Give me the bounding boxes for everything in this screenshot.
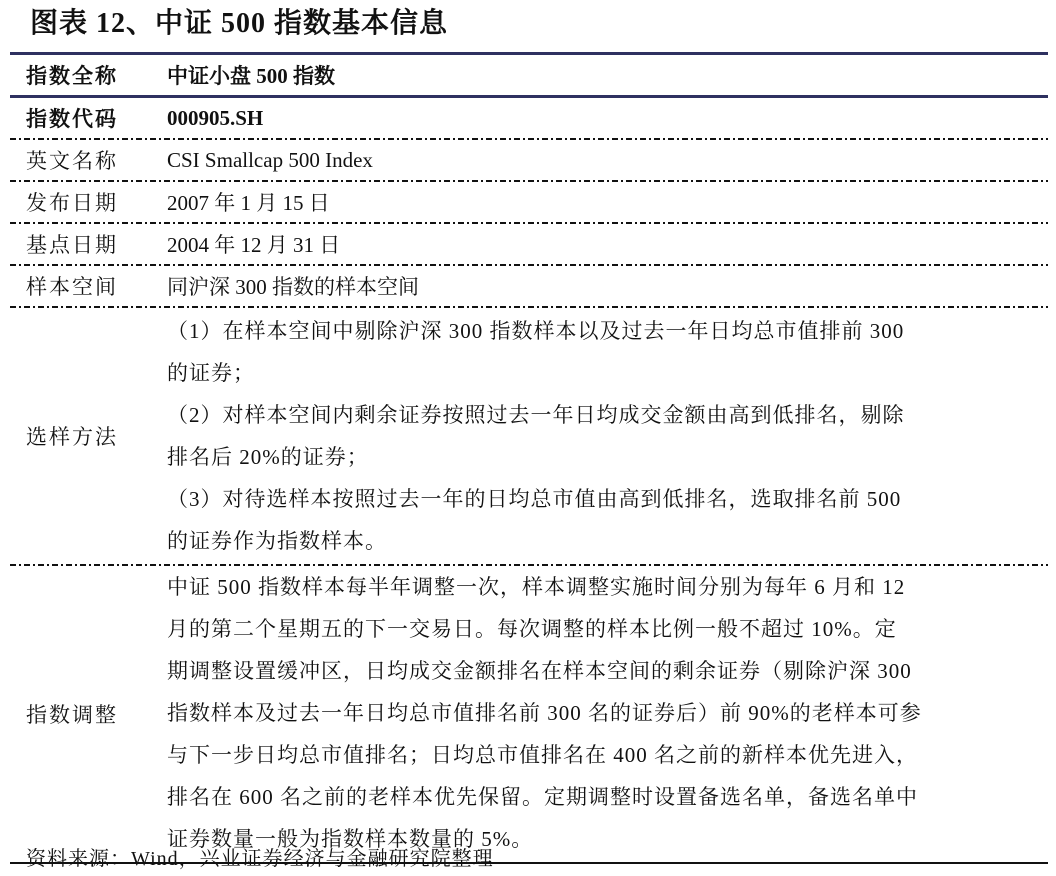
- source-note: 资料来源：Wind，兴业证券经济与金融研究院整理: [26, 848, 494, 870]
- row-label: 基点日期: [26, 233, 118, 257]
- method-line: （1）在样本空间中剔除沪深 300 指数样本以及过去一年日均总市值排前 300: [167, 319, 905, 343]
- row-value: [167, 308, 1048, 564]
- row-label: 指数全称: [26, 64, 118, 88]
- row-label: 指数调整: [26, 703, 118, 727]
- row-label: 发布日期: [26, 191, 118, 215]
- table-row-sample-space: [10, 266, 1048, 306]
- table-row-english-name: [10, 140, 1048, 180]
- row-value: 同沪深 300 指数的样本空间: [167, 275, 419, 299]
- adjustment-line: 期调整设置缓冲区，日均成交金额排名在样本空间的剩余证券（剔除沪深 300: [167, 659, 912, 683]
- row-label: 指数代码: [26, 107, 118, 131]
- row-value: 中证小盘 500 指数: [167, 64, 335, 88]
- table-row-publish-date: [10, 182, 1048, 222]
- row-value: [167, 566, 1048, 862]
- method-line: 的证券；: [167, 361, 255, 385]
- adjustment-line: 指数样本及过去一年日均总市值排名前 300 名的证券后）前 90%的老样本可参: [167, 701, 922, 725]
- adjustment-line: 排名在 600 名之前的老样本优先保留。定期调整时设置备选名单，备选名单中: [167, 785, 918, 809]
- adjustment-line: 月的第二个星期五的下一交易日。每次调整的样本比例一般不超过 10%。定: [167, 617, 897, 641]
- table-row-full-name: [10, 55, 1048, 95]
- adjustment-line: 证券数量一般为指数样本数量的 5%。: [167, 827, 534, 851]
- table-row-adjustment: [10, 566, 1048, 862]
- table-row-base-date: [10, 224, 1048, 264]
- row-value: CSI Smallcap 500 Index: [167, 147, 373, 172]
- table-row-code: [10, 98, 1048, 138]
- row-value: 2004 年 12 月 31 日: [167, 233, 341, 257]
- row-label: 样本空间: [26, 275, 118, 299]
- row-value: 2007 年 1 月 15 日: [167, 191, 330, 215]
- row-label: 英文名称: [26, 149, 118, 173]
- row-value: 000905.SH: [167, 105, 264, 130]
- index-info-table: [10, 52, 1048, 864]
- row-label: 选样方法: [26, 425, 118, 449]
- method-line: 的证券作为指数样本。: [167, 529, 387, 553]
- adjustment-line: 与下一步日均总市值排名；日均总市值排名在 400 名之前的新样本优先进入，: [167, 743, 918, 767]
- adjustment-line: 中证 500 指数样本每半年调整一次，样本调整实施时间分别为每年 6 月和 12: [167, 575, 906, 599]
- method-line: 排名后 20%的证券；: [167, 445, 369, 469]
- method-line: （2）对样本空间内剩余证券按照过去一年日均成交金额由高到低排名，剔除: [167, 403, 905, 427]
- method-line: （3）对待选样本按照过去一年的日均总市值由高到低排名，选取排名前 500: [167, 487, 902, 511]
- table-row-selection-method: [10, 308, 1048, 564]
- figure-title: 图表 12、中证 500 指数基本信息: [30, 8, 449, 39]
